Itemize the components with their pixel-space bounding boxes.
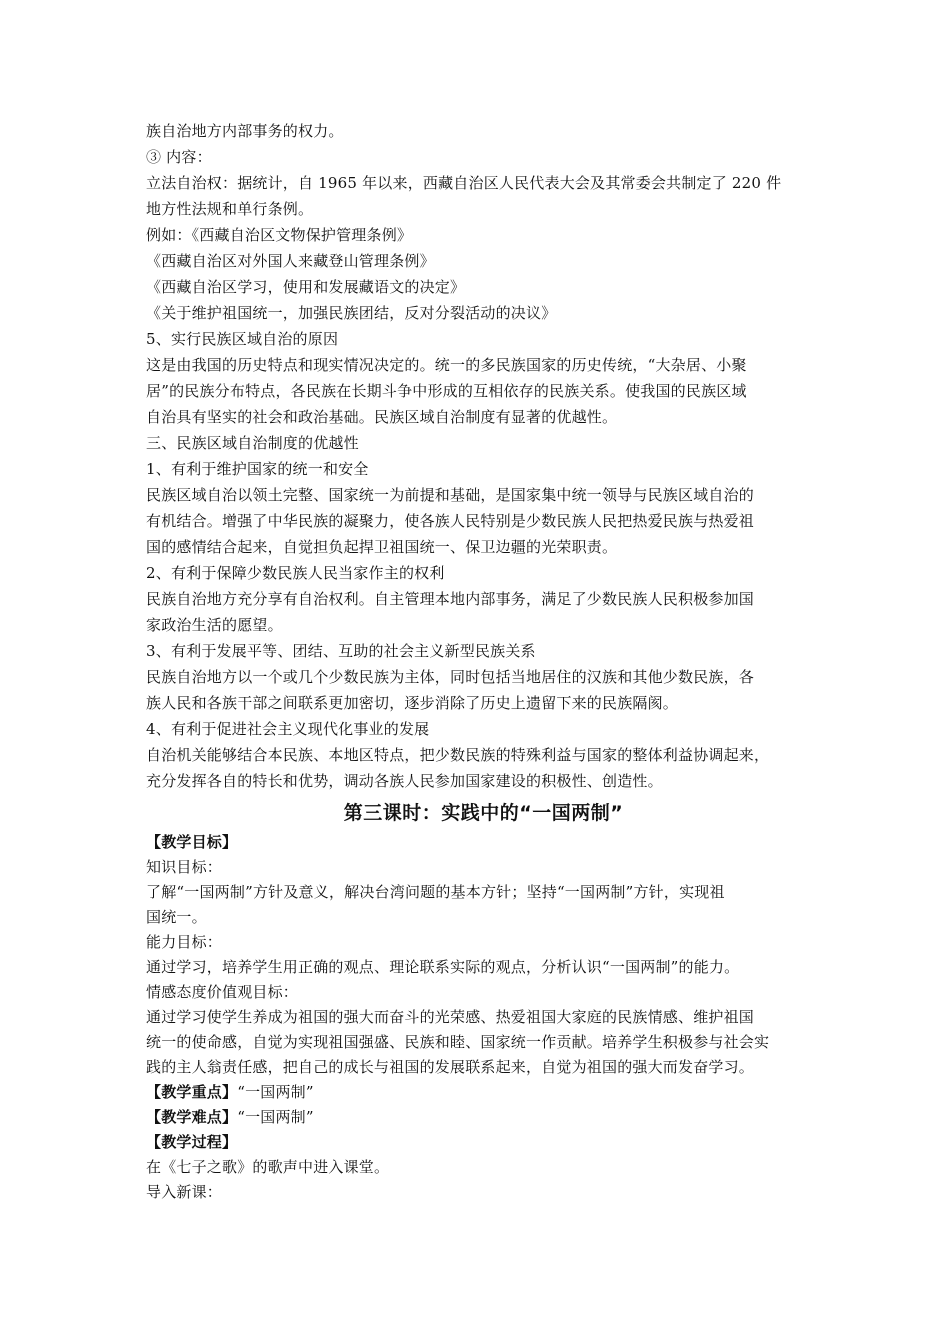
section-heading: 4、有利于促进社会主义现代化事业的发展 — [146, 720, 430, 738]
text-line: 家政治生活的愿望。 — [146, 616, 283, 634]
text-line: 自治具有坚实的社会和政治基础。民族区域自治制度有显著的优越性。 — [146, 408, 618, 426]
text-line: 通过学习使学生养成为祖国的强大而奋斗的光荣感、热爱祖国大家庭的民族情感、维护祖国 — [146, 1008, 755, 1026]
text-line: 居”的民族分布特点，各民族在长期斗争中形成的互相依存的民族关系。使我国的民族区域 — [146, 382, 747, 400]
text-line: 《西藏自治区对外国人来藏登山管理条例》 — [146, 252, 435, 270]
text-line: 民族自治地方充分享有自治权利。自主管理本地内部事务，满足了少数民族人民积极参加国 — [146, 590, 755, 608]
section-heading: 2、有利于保障少数民族人民当家作主的权利 — [146, 564, 445, 582]
key-point-text: “一国两制” — [237, 1083, 314, 1101]
goals-heading: 【教学目标】 — [146, 833, 238, 851]
text-line: 充分发挥各自的特长和优势，调动各族人民参加国家建设的积极性、创造性。 — [146, 772, 663, 790]
text-line: 践的主人翁责任感，把自己的成长与祖国的发展联系起来，自觉为祖国的强大而发奋学习。 — [146, 1058, 755, 1076]
section-heading: 3、有利于发展平等、团结、互助的社会主义新型民族关系 — [146, 642, 536, 660]
difficulty-text: “一国两制” — [237, 1108, 314, 1126]
text-line: 民族区域自治以领土完整、国家统一为前提和基础，是国家集中统一领导与民族区域自治的 — [146, 486, 755, 504]
key-point-line — [146, 1080, 821, 1105]
text-line: 地方性法规和单行条例。 — [146, 200, 314, 218]
process-heading: 【教学过程】 — [146, 1133, 238, 1151]
text-line: 通过学习，培养学生用正确的观点、理论联系实际的观点，分析认识“一国两制”的能力。 — [146, 958, 740, 976]
key-point-label: 【教学重点】 — [146, 1083, 238, 1101]
text-line: 了解“一国两制”方针及意义，解决台湾问题的基本方针；坚持“一国两制”方针，实现祖 — [146, 883, 725, 901]
text-line: 《关于维护祖国统一，加强民族团结，反对分裂活动的决议》 — [146, 304, 557, 322]
document-page — [146, 118, 821, 1205]
text-line: 导入新课： — [146, 1183, 223, 1201]
text-line: 民族自治地方以一个或几个少数民族为主体，同时包括当地居住的汉族和其他少数民族，各 — [146, 668, 755, 686]
text-line: 国统一。 — [146, 908, 207, 926]
text-line: 情感态度价值观目标： — [146, 983, 299, 1001]
text-line: 有机结合。增强了中华民族的凝聚力，使各族人民特别是少数民族人民把热爱民族与热爱祖 — [146, 512, 755, 530]
text-line: 族人民和各族干部之间联系更加密切，逐步消除了历史上遗留下来的民族隔阂。 — [146, 694, 679, 712]
text-line: 统一的使命感，自觉为实现祖国强盛、民族和睦、国家统一作贡献。培养学生积极参与社会实 — [146, 1033, 770, 1051]
text-line: 在《七子之歌》的歌声中进入课堂。 — [146, 1158, 390, 1176]
difficulty-label: 【教学难点】 — [146, 1108, 238, 1126]
text-line: 族自治地方内部事务的权力。 — [146, 122, 344, 140]
section-heading: 1、有利于维护国家的统一和安全 — [146, 460, 369, 478]
section-heading: 三、民族区域自治制度的优越性 — [146, 434, 359, 452]
section-heading: 5、实行民族区域自治的原因 — [146, 330, 339, 348]
text-line: ③ 内容： — [146, 148, 212, 166]
text-line: 这是由我国的历史特点和现实情况决定的。统一的多民族国家的历史传统，“大杂居、小聚 — [146, 356, 747, 374]
text-line: 知识目标： — [146, 858, 223, 876]
text-line: 能力目标： — [146, 933, 223, 951]
difficulty-line — [146, 1105, 821, 1130]
lesson-title: 第三课时：实践中的“一国两制” — [343, 802, 624, 824]
text-line: 立法自治权：据统计，自 1965 年以来，西藏自治区人民代表大会及其常委会共制定了 220 件 — [146, 174, 782, 192]
text-line: 《西藏自治区学习，使用和发展藏语文的决定》 — [146, 278, 466, 296]
text-line: 国的感情结合起来，自觉担负起捍卫祖国统一、保卫边疆的光荣职责。 — [146, 538, 618, 556]
text-line: 自治机关能够结合本民族、本地区特点，把少数民族的特殊利益与国家的整体利益协调起来， — [146, 746, 770, 764]
text-line: 例如：《西藏自治区文物保护管理条例》 — [146, 226, 413, 244]
